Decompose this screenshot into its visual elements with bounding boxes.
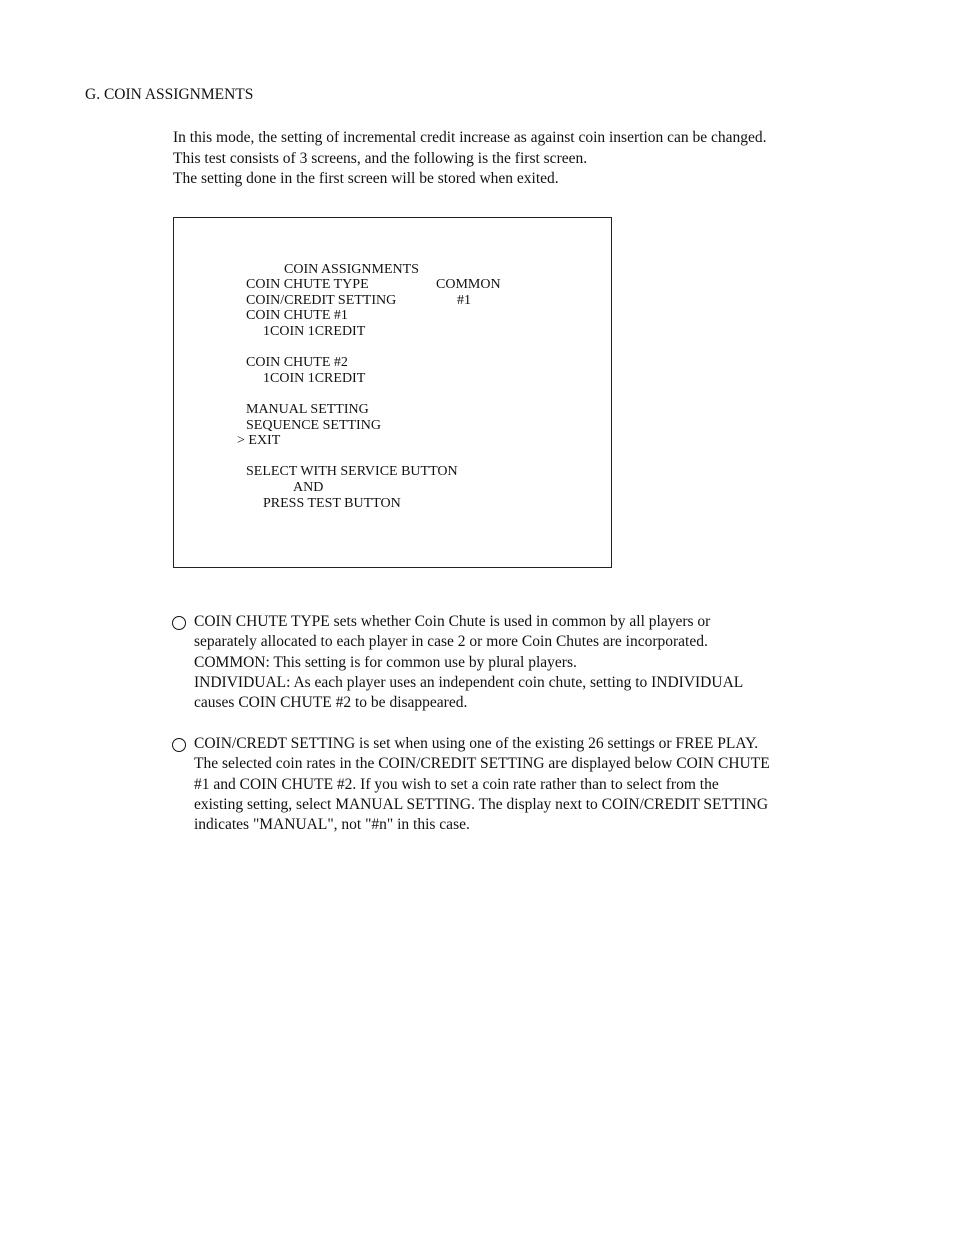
intro-line: In this mode, the setting of incremental credit increase as against coin insertion can be changed.: [173, 129, 767, 146]
note-line: COIN CHUTE TYPE sets whether Coin Chute is used in common by all players or: [194, 613, 711, 630]
note-coin-credit-setting: [172, 734, 842, 838]
screen-title: COIN ASSIGNMENTS: [284, 262, 419, 277]
note-line: causes COIN CHUTE #2 to be disappeared.: [194, 694, 468, 712]
section-heading: G. COIN ASSIGNMENTS: [85, 86, 254, 103]
screen-instruction-2: AND: [293, 480, 324, 495]
note-text: [194, 734, 842, 835]
note-line: The selected coin rates in the COIN/CREDIT SETTING are displayed below COIN CHUTE: [194, 755, 770, 773]
screen-chute2-value: 1COIN 1CREDIT: [263, 371, 366, 386]
intro-line: The setting done in the first screen will be stored when exited.: [173, 170, 559, 187]
circle-bullet-icon: [172, 616, 186, 630]
note-line: indicates "MANUAL", not "#n" in this case.: [194, 816, 470, 834]
note-line: COMMON: This setting is for common use by plural players.: [194, 653, 577, 671]
screen-instruction-1: SELECT WITH SERVICE BUTTON: [246, 464, 458, 479]
circle-bullet-icon: [172, 738, 186, 752]
intro-paragraph: [173, 128, 873, 190]
screen-manual-setting: MANUAL SETTING: [246, 402, 369, 417]
screen-coin-credit-label: COIN/CREDIT SETTING: [246, 293, 397, 308]
screen-chute1-label: COIN CHUTE #1: [246, 308, 348, 323]
screen-sequence-setting: SEQUENCE SETTING: [246, 418, 381, 433]
screen-exit-option: > EXIT: [237, 433, 281, 448]
note-line: #1 and COIN CHUTE #2. If you wish to set a coin rate rather than to select from the: [194, 775, 719, 793]
test-screen-figure: [173, 217, 612, 568]
note-line: INDIVIDUAL: As each player uses an independent coin chute, setting to INDIVIDUAL: [194, 673, 744, 691]
screen-instruction-3: PRESS TEST BUTTON: [263, 496, 401, 511]
screen-chute-type-label: COIN CHUTE TYPE: [246, 277, 369, 292]
note-line: existing setting, select MANUAL SETTING. The display next to COIN/CREDIT SETTING: [194, 795, 769, 813]
screen-chute1-value: 1COIN 1CREDIT: [263, 324, 366, 339]
note-line: separately allocated to each player in case 2 or more Coin Chutes are incorporated.: [194, 633, 708, 651]
screen-chute2-label: COIN CHUTE #2: [246, 355, 348, 370]
intro-line: This test consists of 3 screens, and the following is the first screen.: [173, 149, 588, 167]
screen-chute-type-value: COMMON: [436, 277, 501, 292]
screen-coin-credit-value: #1: [457, 293, 471, 308]
note-text: [194, 612, 842, 713]
note-coin-chute-type: [172, 612, 842, 716]
note-line: COIN/CREDT SETTING is set when using one of the existing 26 settings or FREE PLAY.: [194, 735, 759, 752]
